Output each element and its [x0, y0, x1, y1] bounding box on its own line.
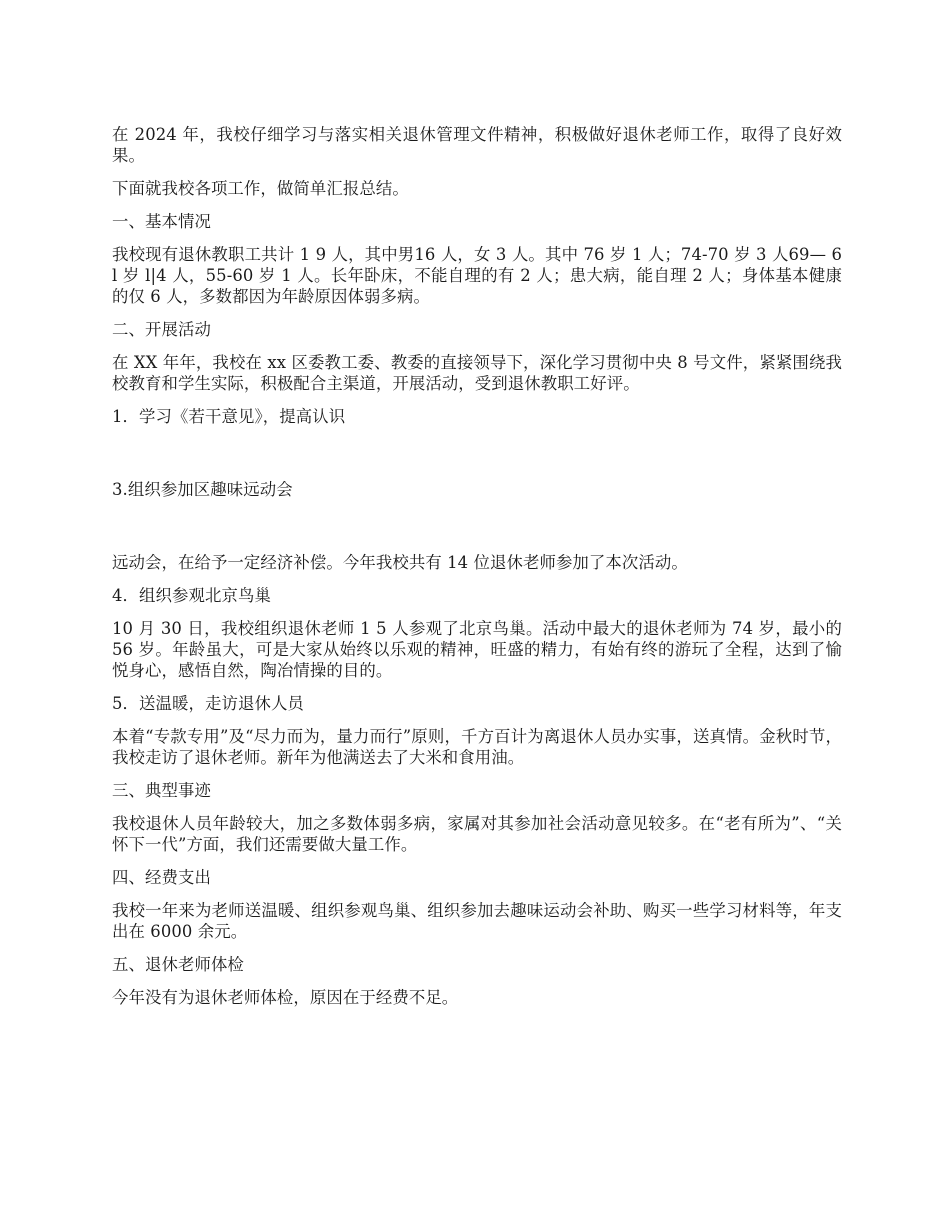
section-heading-deeds: 三、典型事迹 — [112, 781, 211, 800]
section-heading-checkup: 五、退休老师体检 — [112, 955, 244, 974]
intro-paragraph: 在 2024 年，我校仔细学习与落实相关退休管理文件精神，积极做好退休老师工作，取得了良好效果。 — [112, 125, 842, 165]
item-heading-visits: 5．送温暖，走访退休人员 — [112, 694, 304, 713]
birds-nest-paragraph: 10 月 30 日，我校组织退休老师 1 5 人参观了北京鸟巢。活动中最大的退休老师为 74 岁，最小的 56 岁。年龄虽大，可是大家从始终以乐观的精神，旺盛的精力，有始有终的游玩了全程，达到了愉悦身心，感悟自然，陶冶情操的目的。 — [112, 619, 842, 680]
document-page — [112, 124, 842, 1020]
basic-info-paragraph: 我校现有退休教职工共计 1 9 人，其中男16 人，女 3 人。其中 76 岁 1 人；74-70 岁 3 人69— 6 l 岁 l|4 人，55-60 岁 1 人。长年卧床，不能自理的有 2 人；患大病，能自理 2 人；身体基本健康的仅 6 人，多数都因为年龄原因体弱多病。 — [112, 245, 842, 306]
checkup-paragraph: 今年没有为退休老师体检，原因在于经费不足。 — [112, 988, 459, 1007]
intro-paragraph-2: 下面就我校各项工作，做简单汇报总结。 — [112, 179, 409, 198]
item-heading-study: 1．学习《若干意见》，提高认识 — [112, 407, 346, 426]
section-heading-expenses: 四、经费支出 — [112, 868, 211, 887]
item-heading-sports: 3.组织参加区趣味远动会 — [112, 480, 293, 499]
section-heading-basic: 一、基本情况 — [112, 212, 211, 231]
visits-paragraph: 本着“专款专用”及“尽力而为，量力而行”原则，千方百计为离退休人员办实事，送真情。金秋时节，我校走访了退休老师。新年为他满送去了大米和食用油。 — [112, 727, 842, 767]
deeds-paragraph: 我校退休人员年龄较大，加之多数体弱多病，家属对其参加社会活动意见较多。在“老有所为”、“关怀下一代”方面，我们还需要做大量工作。 — [112, 814, 842, 854]
section-heading-activities: 二、开展活动 — [112, 320, 211, 339]
expenses-paragraph: 我校一年来为老师送温暖、组织参观鸟巢、组织参加去趣味运动会补助、购买一些学习材料等，年支出在 6000 余元。 — [112, 901, 842, 941]
item-heading-birds-nest: 4．组织参观北京鸟巢 — [112, 586, 271, 605]
activities-paragraph: 在 XX 年年，我校在 xx 区委教工委、教委的直接领导下，深化学习贯彻中央 8 号文件，紧紧围绕我校教育和学生实际，积极配合主渠道，开展活动，受到退休教职工好评。 — [112, 353, 842, 393]
sports-paragraph: 远动会，在给予一定经济补偿。今年我校共有 14 位退休老师参加了本次活动。 — [112, 553, 688, 572]
